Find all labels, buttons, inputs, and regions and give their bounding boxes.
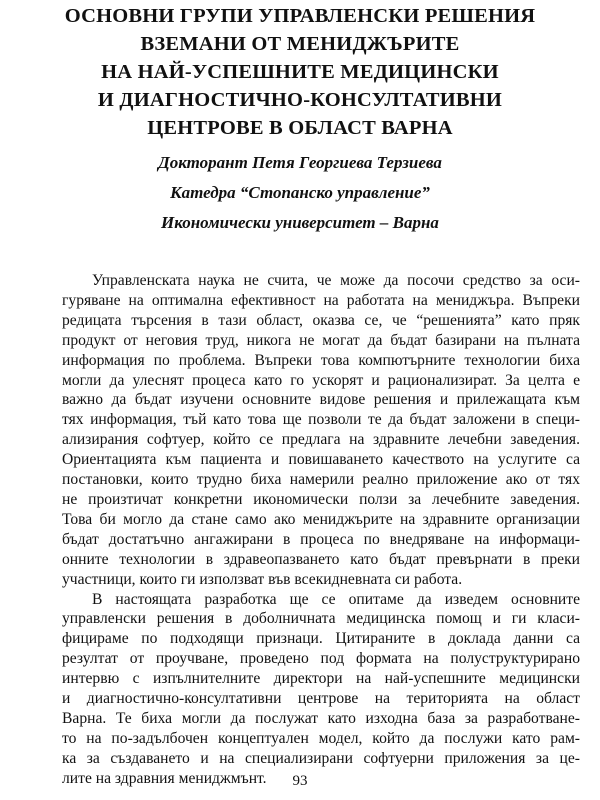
title-line: ОСНОВНИ ГРУПИ УПРАВЛЕНСКИ РЕШЕНИЯ	[64, 5, 536, 27]
text-line: информация по проблема. Въпреки това компютърните технологии биха	[62, 351, 580, 369]
text-line: продукт от неговия труд, никога не могат да бъдат базирани на пълната	[62, 331, 580, 349]
text-line: ка за създаването и на специализирани софтуерни приложения за це-	[62, 749, 580, 767]
title-line: ЦЕНТРОВЕ В ОБЛАСТ ВАРНА	[147, 117, 453, 139]
page-number: 93	[292, 773, 308, 789]
text-line: В настоящата разработка ще се опитаме да изведем основните	[92, 590, 580, 608]
text-line: бъдат достатъчно ангажирани в процеса по внедряване на информаци-	[62, 530, 580, 548]
text-line: гуряване на оптимална ефективност на работата на мениджъра. Въпреки	[62, 291, 580, 309]
author-affiliation: Икономически университет – Варна	[161, 213, 439, 232]
paragraph-1	[62, 271, 580, 590]
text-line: онните технологии в здравеопазването като бъдат превърнати в преки	[62, 550, 580, 568]
author-department: Катедра “Стопанско управление”	[170, 183, 430, 202]
author-name: Докторант Петя Георгиева Терзиева	[158, 153, 442, 172]
text-line: и диагностично-консултативни центрове на територията на област	[62, 690, 580, 708]
body-text	[62, 271, 580, 789]
title-line: И ДИАГНОСТИЧНО-КОНСУЛТАТИВНИ	[97, 89, 503, 111]
text-line: то на по-задълбочен концептуален модел, който да послужи като рам-	[62, 729, 580, 747]
text-line: Това би могло да стане само ако мениджърите на здравните организации	[62, 510, 580, 528]
text-line: фицираме по подходящи признаци. Цитираните в доклада данни са	[62, 630, 580, 648]
text-line: Варна. Те биха могли да послужат като изходна база за разработване-	[62, 709, 580, 727]
text-line: редицата търсения в тази област, оказва се, че “решенията” като пряк	[62, 311, 580, 329]
text-line: участници, които ги използват във всекидневната си работа.	[62, 570, 463, 588]
text-line: интервю с изпълнителните директори на най-успешните медицински	[62, 670, 580, 688]
title-line: НА НАЙ-УСПЕШНИТЕ МЕДИЦИНСКИ	[101, 61, 499, 83]
text-line: могли да улеснят процеса като го ускорят и рационализират. За целта е	[62, 371, 580, 389]
text-line: Ориентацията към пациента и повишаването качеството на услугите са	[62, 451, 580, 469]
text-line: Управленската наука не счита, че може да посочи средство за оси-	[92, 272, 580, 289]
text-line: важно да бъдат изучени основните видове решения и прилежащата към	[62, 391, 580, 409]
text-line: резултат от проучване, проведено под формата на полуструктурирано	[62, 650, 580, 668]
text-line: постановки, които трудно биха намерили реално приложение ако от тях	[62, 471, 580, 489]
text-line: управленски решения в доболничната медицинска помощ и ги класи-	[62, 610, 580, 628]
text-line: ализирания софтуер, който се предлага на здравните лечебни заведения.	[62, 431, 580, 449]
text-line: лите на здравния мениджмънт.	[62, 769, 267, 787]
text-line: не произтичат конкретни икономически ползи за лечебните заведения.	[62, 490, 580, 508]
paragraph-2	[62, 590, 580, 789]
title-line: ВЗЕМАНИ ОТ МЕНИДЖЪРИТЕ	[140, 33, 460, 55]
text-line: тях информация, тъй като това ще позволи те да бъдат заложени в специ-	[62, 411, 580, 429]
paper-title	[30, 2, 570, 142]
author-block	[40, 148, 560, 238]
